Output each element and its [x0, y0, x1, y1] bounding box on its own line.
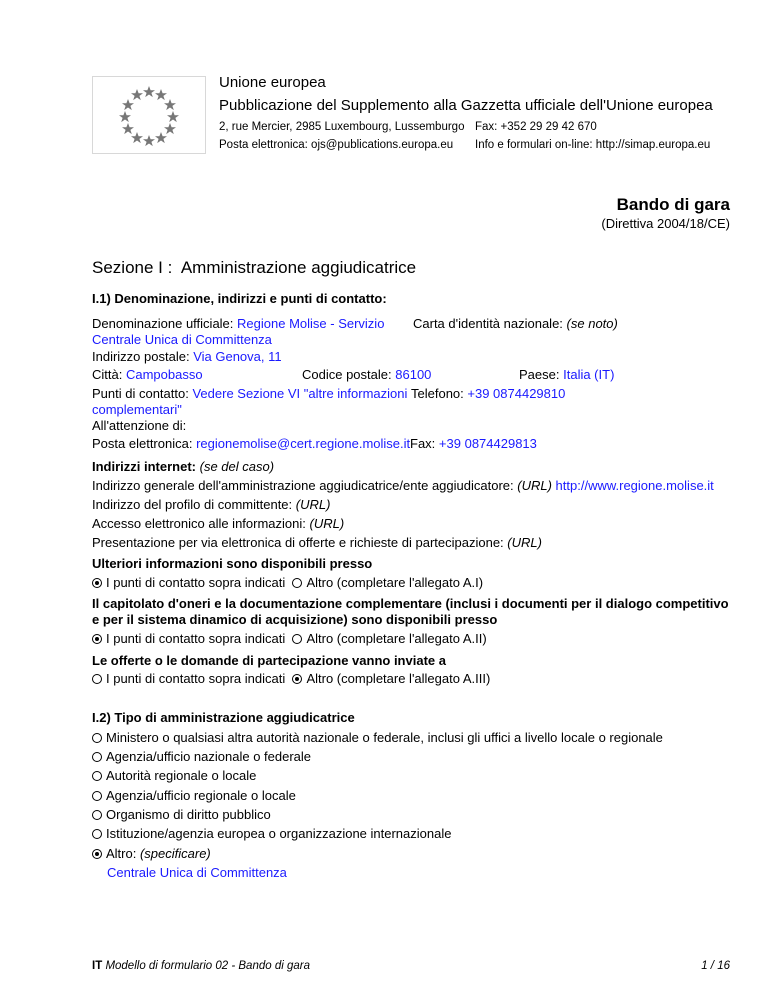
eu-flag-stars-icon: [93, 77, 205, 153]
tipo-option-altro: [92, 846, 211, 861]
tipo-option: [92, 807, 271, 822]
altro-label: Altro:: [106, 846, 137, 861]
tipo-radio[interactable]: [92, 791, 102, 801]
i2-title: I.2) Tipo di amministrazione aggiudicatrice: [92, 710, 355, 725]
tipo-option-label: Organismo di diritto pubblico: [106, 807, 271, 822]
ind-gen-label: Indirizzo generale dell'amministrazione aggiudicatrice/ente aggiudicatore:: [92, 478, 514, 493]
ind-gen-row: [92, 478, 714, 493]
ulteriori-options: [92, 575, 483, 590]
cap-value: 86100: [395, 367, 432, 382]
tipo-option-label: Istituzione/agenzia europea o organizzazione internazionale: [106, 826, 452, 841]
presentazione-label: Presentazione per via elettronica di offerte e richieste di partecipazione:: [92, 535, 504, 550]
altro-value: Centrale Unica di Committenza: [107, 865, 287, 880]
offerte-opt2: Altro (completare l'allegato A.III): [306, 671, 491, 686]
tipo-option: [92, 768, 256, 783]
footer-lang: IT: [92, 960, 103, 972]
ulteriori-radio-1[interactable]: [92, 578, 102, 588]
fax-label: Fax:: [410, 436, 436, 451]
doc-title: Bando di gara: [616, 195, 730, 214]
indirizzo-value: Via Genova, 11: [193, 349, 282, 364]
citta-row: [92, 367, 203, 382]
tipo-option-label: Agenzia/ufficio nazionale o federale: [106, 749, 312, 764]
capitolato-opt2: Altro (completare l'allegato A.II): [306, 631, 487, 646]
ulteriori-opt1: I punti di contatto sopra indicati: [106, 575, 286, 590]
punti-value: Vedere Sezione VI "altre informazioni: [192, 386, 408, 401]
tipo-radio-altro[interactable]: [92, 849, 102, 859]
offerte-radio-2[interactable]: [292, 674, 302, 684]
paese-label: Paese:: [519, 367, 560, 382]
carta-label: Carta d'identità nazionale:: [413, 316, 563, 331]
ind-gen-link[interactable]: http://www.regione.molise.it: [555, 478, 714, 493]
denom-label: Denominazione ufficiale:: [92, 316, 234, 331]
footer-left: [92, 960, 310, 972]
header-address: 2, rue Mercier, 2985 Luxembourg, Lussemburgo: [219, 121, 465, 133]
pec-value: regionemolise@cert.regione.molise.it: [196, 436, 411, 451]
denom-row: [92, 316, 384, 331]
accesso-note: (URL): [309, 516, 345, 531]
capitolato-opt1: I punti di contatto sopra indicati: [106, 631, 286, 646]
header-info: Info e formulari on-line: http://simap.europa.eu: [475, 139, 711, 151]
header-fax: Fax: +352 29 29 42 670: [475, 121, 597, 133]
offerte-radio-1[interactable]: [92, 674, 102, 684]
cap-row: [302, 367, 431, 382]
attenzione-label: All'attenzione di:: [92, 418, 187, 433]
tipo-radio[interactable]: [92, 810, 102, 820]
tipo-option: [92, 730, 663, 745]
eu-flag-logo: [92, 76, 206, 154]
header-email: Posta elettronica: ojs@publications.europa.eu: [219, 139, 454, 151]
tel-value: +39 0874429810: [467, 386, 566, 401]
citta-value: Campobasso: [125, 367, 203, 382]
presentazione-note: (URL): [507, 535, 542, 550]
internet-label: Indirizzi internet:: [92, 459, 196, 474]
altro-note: (specificare): [139, 846, 211, 861]
offerte-options: [92, 671, 490, 686]
accesso-label: Accesso elettronico alle informazioni:: [92, 516, 306, 531]
capitolato-title-1: Il capitolato d'oneri e la documentazione complementare (inclusi i documenti per il dialogo competitivo: [92, 596, 729, 611]
capitolato-title-2: e per il sistema dinamico di acquisizione) sono disponibili presso: [92, 612, 498, 627]
tipo-option-label: Agenzia/ufficio regionale o locale: [106, 788, 296, 803]
tipo-radio[interactable]: [92, 829, 102, 839]
tipo-option: [92, 749, 311, 764]
paese-row: [519, 367, 614, 382]
offerte-title: Le offerte o le domande di partecipazione vanno inviate a: [92, 653, 446, 668]
footer-form: Modello di formulario 02 - Bando di gara: [105, 960, 310, 972]
punti-value-line2: complementari": [92, 402, 182, 417]
carta-row: [413, 316, 618, 331]
internet-note: (se del caso): [199, 459, 275, 474]
tipo-option-label: Ministero o qualsiasi altra autorità nazionale o federale, inclusi gli uffici a livello locale o regionale: [106, 730, 663, 745]
internet-row: [92, 459, 274, 474]
offerte-opt1: I punti di contatto sopra indicati: [106, 671, 286, 686]
fax-row: [410, 436, 537, 451]
tel-row: [411, 386, 565, 401]
footer-page: 1 / 16: [701, 960, 730, 972]
cap-label: Codice postale:: [302, 367, 392, 382]
doc-directive: (Direttiva 2004/18/CE): [601, 216, 730, 231]
header-publication: Pubblicazione del Supplemento alla Gazzetta ufficiale dell'Unione europea: [219, 97, 713, 114]
indirizzo-label: Indirizzo postale:: [92, 349, 190, 364]
fax-value: +39 0874429813: [438, 436, 537, 451]
profilo-label: Indirizzo del profilo di committente:: [92, 497, 293, 512]
punti-row: [92, 386, 407, 401]
capitolato-radio-1[interactable]: [92, 634, 102, 644]
profilo-row: [92, 497, 330, 512]
presentazione-row: [92, 535, 542, 550]
pec-row: [92, 436, 410, 451]
tipo-radio[interactable]: [92, 733, 102, 743]
denom-value: Regione Molise - Servizio: [237, 316, 385, 331]
punti-label: Punti di contatto:: [92, 386, 189, 401]
profilo-note: (URL): [295, 497, 331, 512]
ulteriori-opt2: Altro (completare l'allegato A.I): [306, 575, 484, 590]
tipo-option: [92, 826, 451, 841]
capitolato-options: [92, 631, 487, 646]
tipo-option-label: Autorità regionale o locale: [106, 768, 257, 783]
ind-gen-note: (URL): [517, 478, 552, 493]
pec-label: Posta elettronica:: [92, 436, 193, 451]
tipo-radio[interactable]: [92, 752, 102, 762]
i1-title: I.1) Denominazione, indirizzi e punti di contatto:: [92, 291, 387, 306]
capitolato-radio-2[interactable]: [292, 634, 302, 644]
section-title: Sezione I : Amministrazione aggiudicatrice: [92, 258, 417, 277]
carta-note: (se noto): [566, 316, 618, 331]
ulteriori-title: Ulteriori informazioni sono disponibili presso: [92, 556, 373, 571]
header-org: Unione europea: [219, 74, 326, 91]
paese-value: Italia (IT): [563, 367, 615, 382]
indirizzo-row: [92, 349, 282, 364]
citta-label: Città:: [92, 367, 123, 382]
tel-label: Telefono:: [411, 386, 464, 401]
ulteriori-radio-2[interactable]: [292, 578, 302, 588]
accesso-row: [92, 516, 344, 531]
tipo-radio[interactable]: [92, 771, 102, 781]
tipo-option: [92, 788, 296, 803]
denom-value-line2: Centrale Unica di Committenza: [92, 332, 272, 347]
